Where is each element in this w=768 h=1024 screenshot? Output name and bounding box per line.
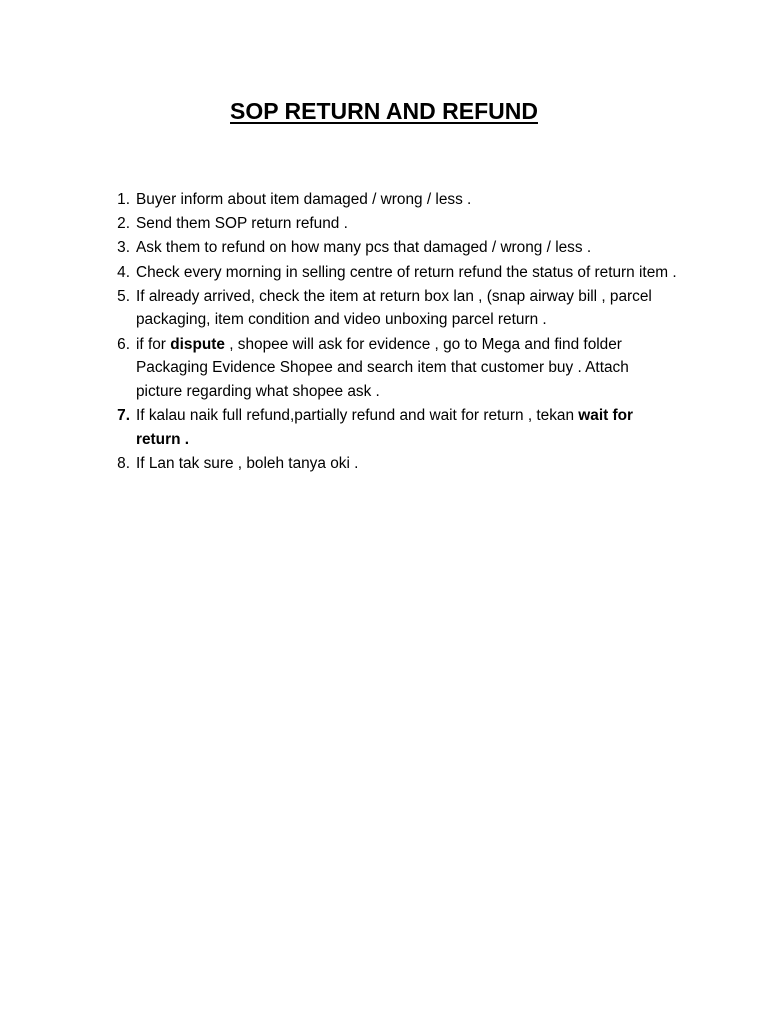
list-item-text: If kalau naik full refund,partially refund and wait for return , tekan wait for return . <box>136 406 634 448</box>
list-item-number: 8. <box>117 454 130 472</box>
list-item <box>108 261 678 285</box>
list-item <box>108 404 678 451</box>
list-item-text: Send them SOP return refund . <box>136 215 348 233</box>
list-item <box>108 452 678 476</box>
list-item <box>108 188 678 212</box>
list-item-number: 3. <box>117 239 130 257</box>
list-item-text: Check every morning in selling centre of return refund the status of return item . <box>136 263 677 281</box>
bold-keyword-dispute: dispute <box>170 335 225 353</box>
sop-steps-list <box>108 188 678 476</box>
bold-keyword-wait-for-return: wait for return . <box>136 406 634 448</box>
list-item <box>108 212 678 236</box>
list-item-number: 6. <box>117 335 130 353</box>
list-item-text: If Lan tak sure , boleh tanya oki . <box>136 454 359 472</box>
list-item-text: Buyer inform about item damaged / wrong / less . <box>136 191 472 208</box>
list-item-number: 7. <box>117 406 130 424</box>
list-item-text: if for dispute , shopee will ask for evidence , go to Mega and find folder Packaging Evidence Shopee and search item that customer buy . Attach picture regarding what shopee ask . <box>136 335 629 400</box>
document-title: SOP RETURN AND REFUND <box>230 98 538 124</box>
list-item <box>108 236 678 260</box>
list-item-number: 2. <box>117 215 130 233</box>
list-item-text: If already arrived, check the item at return box lan , (snap airway bill , parcel packaging, item condition and video unboxing parcel return . <box>136 287 652 329</box>
list-item-number: 5. <box>117 287 130 305</box>
list-item-number: 4. <box>117 263 130 281</box>
list-item <box>108 285 678 332</box>
list-item-number: 1. <box>117 191 130 208</box>
list-item <box>108 333 678 404</box>
list-item-text: Ask them to refund on how many pcs that damaged / wrong / less . <box>136 239 592 257</box>
